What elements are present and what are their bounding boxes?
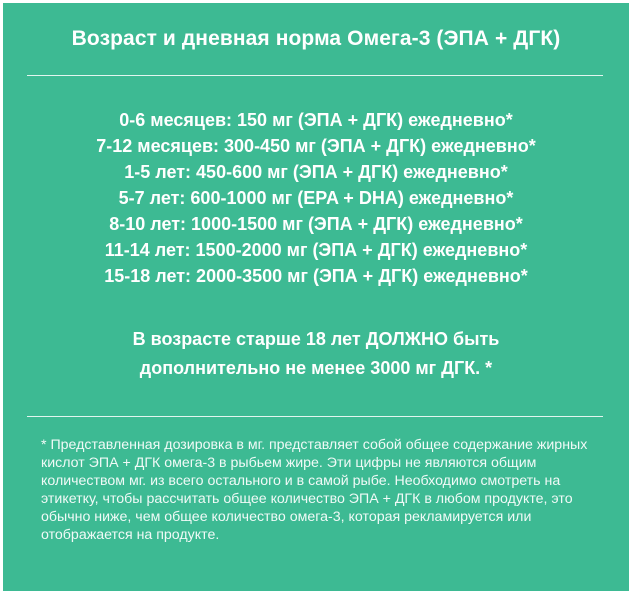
- dosage-item-15-18-years: 15-18 лет: 2000-3500 мг (ЭПА + ДГК) ежедневно*: [104, 266, 528, 286]
- dosage-item-5-7-years: 5-7 лет: 600-1000 мг (EPA + DHA) ежедневно*: [118, 188, 514, 208]
- adult-note: [3, 325, 629, 383]
- dosage-item-11-14-years: 11-14 лет: 1500-2000 мг (ЭПА + ДГК) ежедневно*: [104, 240, 528, 260]
- bottom-divider: [27, 416, 603, 417]
- dosage-list: [3, 107, 629, 289]
- adult-note-line-2: дополнительно не менее 3000 мг ДГК. *: [139, 358, 493, 378]
- dosage-item-8-10-years: 8-10 лет: 1000-1500 мг (ЭПА + ДГК) ежедневно*: [109, 214, 523, 234]
- top-divider: [27, 75, 603, 76]
- adult-note-line-1: В возрасте старше 18 лет ДОЛЖНО быть: [132, 329, 500, 349]
- omega3-dosage-card: [3, 3, 629, 591]
- dosage-item-7-12-months: 7-12 месяцев: 300-450 мг (ЭПА + ДГК) ежедневно*: [96, 136, 536, 156]
- dosage-item-0-6-months: 0-6 месяцев: 150 мг (ЭПА + ДГК) ежедневно*: [119, 110, 513, 130]
- dosage-item-1-5-years: 1-5 лет: 450-600 мг (ЭПА + ДГК) ежедневно*: [124, 162, 508, 182]
- card-title: Возраст и дневная норма Омега-3 (ЭПА + ДГК): [71, 27, 561, 50]
- footnote: * Представленная дозировка в мг. представляет собой общее содержание жирных кислот ЭПА + ДГК омега-3 в рыбьем жире. Эти цифры не являются общим количеством мг. из всего остального и в самой рыбе. Необходимо смотреть на этикетку, чтобы рассчитать общее количество ЭПА + ДГК в любом продукте, это обычно ниже, чем общее количество омега-3, которая рекламируется или отображается на продукте.: [41, 437, 588, 543]
